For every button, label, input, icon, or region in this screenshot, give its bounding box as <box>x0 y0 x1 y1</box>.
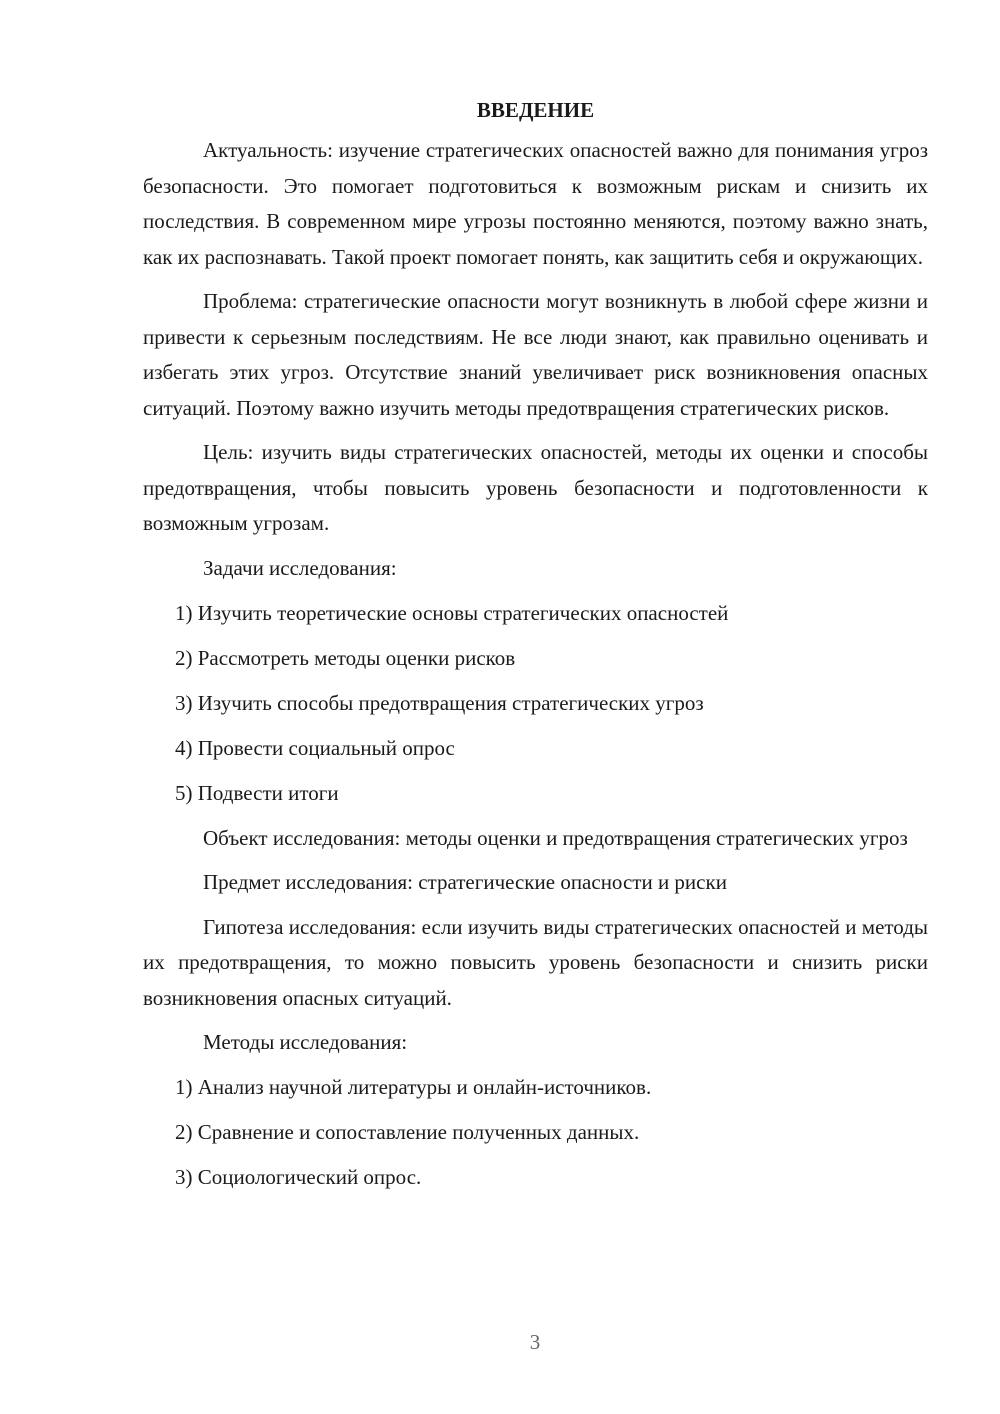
method-item-3: 3) Социологический опрос. <box>175 1165 422 1189</box>
task-item-4: 4) Провести социальный опрос <box>175 735 455 760</box>
method-item-1: 1) Анализ научной литературы и онлайн-источников. <box>175 1075 652 1099</box>
methods-heading: Методы исследования: <box>203 1030 408 1054</box>
tasks-heading: Задачи исследования: <box>203 555 397 580</box>
hypothesis-paragraph: Гипотеза исследования: если изучить виды стратегических опасностей и методы их предотвращения, то можно повысить уровень безопасности и снизить риски возникновения опасных ситуаций. <box>143 914 928 1010</box>
method-item-2: 2) Сравнение и сопоставление полученных данных. <box>175 1120 640 1144</box>
task-item-1: 1) Изучить теоретические основы стратегических опасностей <box>175 600 729 625</box>
relevance-paragraph: Актуальность: изучение стратегических опасностей важно для понимания угроз безопасности. Это помогает подготовиться к возможным рискам и снизить их последствия. В современном мире угрозы постоянно меняются, поэтому важно знать, как их распознавать. Такой проект помогает понять, как защитить себя и окружающих. <box>143 138 928 269</box>
document-page <box>143 92 928 1205</box>
task-item-3: 3) Изучить способы предотвращения стратегических угроз <box>175 690 704 715</box>
methods-list <box>143 1070 928 1196</box>
task-item-5: 5) Подвести итоги <box>175 780 339 805</box>
page-number: 3 <box>529 1330 541 1354</box>
section-title: ВВЕДЕНИЕ <box>476 98 595 122</box>
problem-paragraph: Проблема: стратегические опасности могут возникнуть в любой сфере жизни и привести к серьезным последствиям. Не все люди знают, как правильно оценивать и избегать этих угроз. Отсутствие знаний увеличивает риск возникновения опасных ситуаций. Поэтому важно изучить методы предотвращения стратегических рисков. <box>143 289 928 420</box>
object-paragraph: Объект исследования: методы оценки и предотвращения стратегических угроз <box>203 825 908 850</box>
subject-paragraph: Предмет исследования: стратегические опасности и риски <box>203 870 727 894</box>
tasks-list <box>143 596 928 812</box>
goal-paragraph: Цель: изучить виды стратегических опасностей, методы их оценки и способы предотвращения, чтобы повысить уровень безопасности и подготовленности к возможным угрозам. <box>143 440 928 535</box>
task-item-2: 2) Рассмотреть методы оценки рисков <box>175 645 516 670</box>
